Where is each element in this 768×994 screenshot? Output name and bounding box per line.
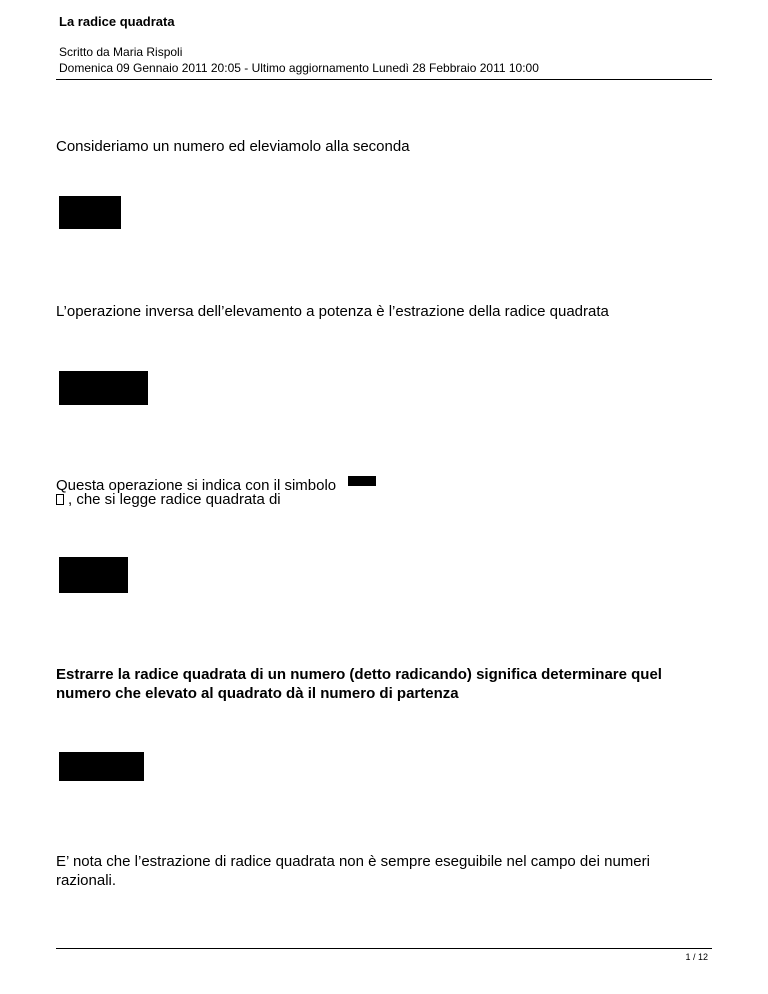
paragraph-inverse-operation: L’operazione inversa dell’elevamento a potenza è l’estrazione della radice quadrata <box>56 303 609 320</box>
date-line: Domenica 09 Gennaio 2011 20:05 - Ultimo aggiornamento Lunedì 28 Febbraio 2011 10:00 <box>59 61 539 75</box>
paragraph-symbol-line1: Questa operazione si indica con il simbolo <box>56 477 337 494</box>
paragraph-definition <box>56 665 662 703</box>
radical-symbol-image <box>348 476 376 486</box>
paragraph-definition-line2: numero che elevato al quadrato dà il numero di partenza <box>56 685 459 702</box>
footer-divider <box>56 948 712 949</box>
paragraph-rational-line2: razionali. <box>56 872 117 889</box>
page-title: La radice quadrata <box>59 14 175 29</box>
paragraph-rational-line1: E’ nota che l’estrazione di radice quadrata non è sempre eseguibile nel campo dei numeri <box>56 853 650 870</box>
paragraph-definition-line1: Estrarre la radice quadrata di un numero (detto radicando) significa determinare quel <box>56 666 662 683</box>
missing-glyph-icon <box>56 494 64 505</box>
paragraph-intro: Consideriamo un numero ed eleviamolo alla seconda <box>56 138 410 155</box>
paragraph-symbol-line2 <box>56 491 281 508</box>
author-line: Scritto da Maria Rispoli <box>59 45 183 59</box>
page-number: 1 / 12 <box>685 952 708 962</box>
paragraph-symbol-line2-text: , che si legge radice quadrata di <box>68 491 281 508</box>
paragraph-rational-numbers <box>56 852 650 890</box>
formula-image-3 <box>59 557 128 593</box>
formula-image-2 <box>59 371 148 405</box>
header-divider <box>56 79 712 80</box>
formula-image-1 <box>59 196 121 229</box>
formula-image-4 <box>59 752 144 781</box>
article-meta <box>59 44 539 76</box>
